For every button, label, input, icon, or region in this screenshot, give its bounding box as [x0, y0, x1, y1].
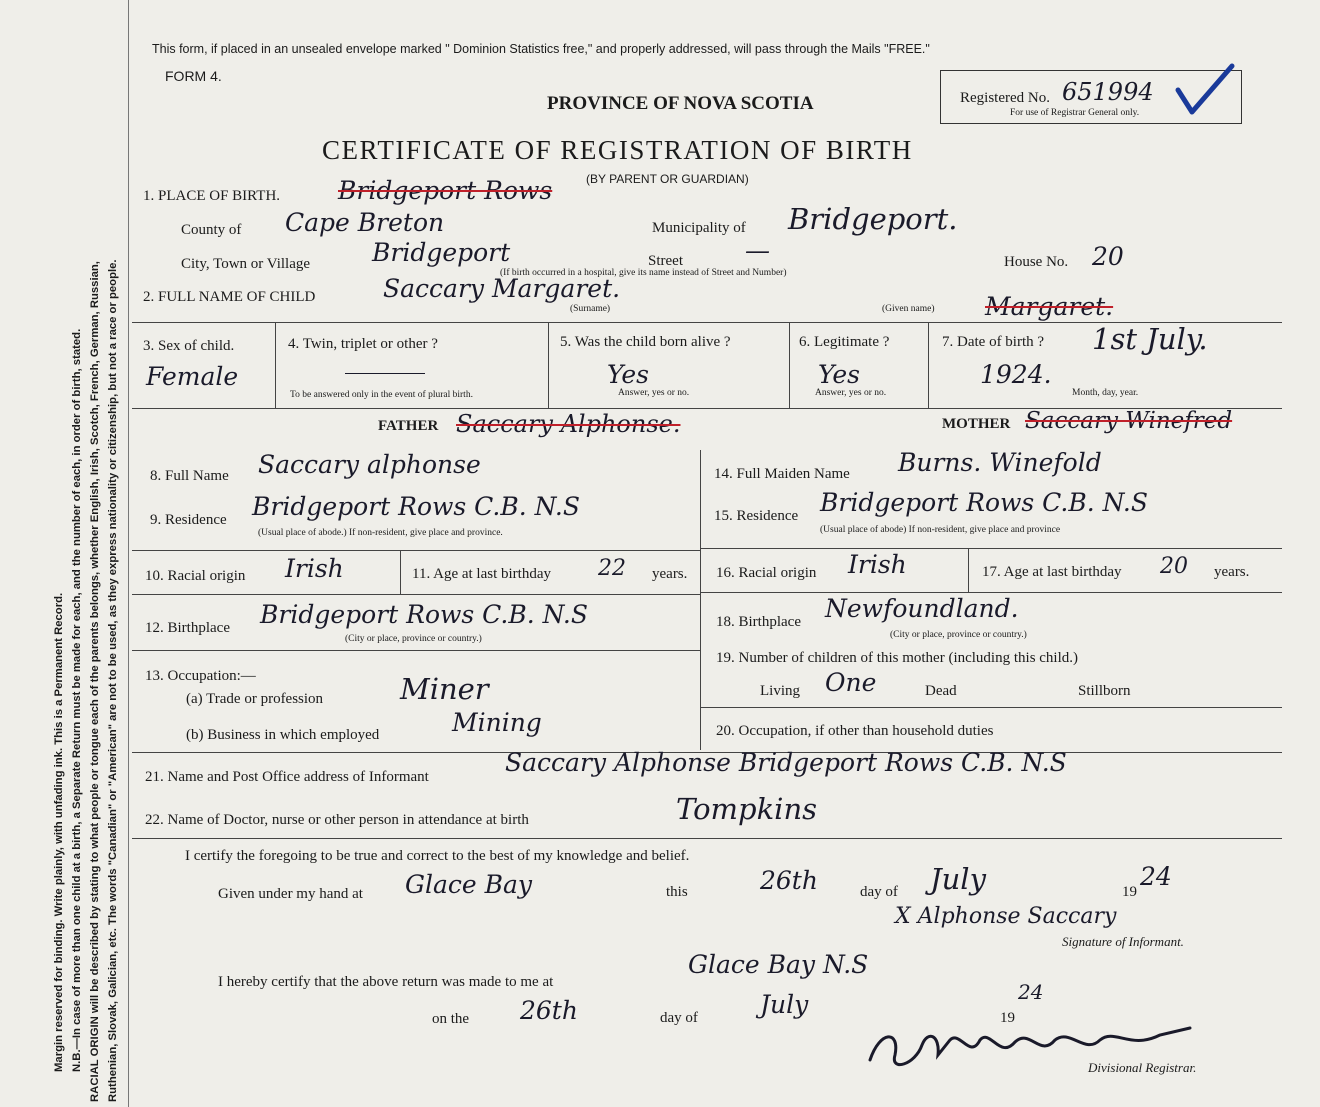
sex-label: 3. Sex of child. [143, 338, 235, 354]
dead-label: Dead [925, 683, 957, 699]
mother-birthplace: Newfoundland. [825, 594, 1019, 623]
father-name: Saccary alphonse [258, 450, 481, 479]
mother-race: Irish [848, 550, 907, 579]
racial-origin-note: RACIAL ORIGIN will be described by stating to what people or tongue each of the parents belongs, whether English, Irish, Scotch, French, German, Russian, [89, 261, 101, 1102]
vline [400, 550, 401, 594]
registered-number: 651994 [1062, 78, 1154, 106]
mother-age: 20 [1160, 554, 1188, 579]
certificate-subtitle: (BY PARENT OR GUARDIAN) [586, 172, 749, 186]
father-residence: Bridgeport Rows C.B. N.S [252, 492, 580, 521]
given-place: Glace Bay [405, 870, 533, 899]
alive-note: Answer, yes or no. [618, 388, 690, 398]
vline [789, 322, 790, 408]
province-heading: PROVINCE OF NOVA SCOTIA [547, 93, 814, 114]
child-given-name: Margaret. [985, 292, 1114, 321]
vline [968, 548, 969, 592]
mother-birthplace-label: 18. Birthplace [716, 614, 801, 630]
father-birthplace-note: (City or place, province or country.) [345, 634, 482, 644]
cert-dayof-label: day of [860, 884, 898, 900]
mother-residence-note: (Usual place of abode) If non-resident, give place and province [820, 525, 1061, 535]
legitimate-label: 6. Legitimate ? [799, 334, 890, 350]
mother-name-label: 14. Full Maiden Name [714, 466, 850, 482]
alive-value: Yes [607, 360, 649, 389]
street-label: Street [648, 253, 683, 269]
alive-label: 5. Was the child born alive ? [560, 334, 731, 350]
hospital-note: (If birth occurred in a hospital, give its name instead of Street and Number) [500, 268, 787, 278]
street-value: — [745, 236, 770, 265]
margin-rule [128, 0, 129, 1107]
registrar-day: 26th [520, 996, 578, 1025]
cert-year-prefix: 19 [1122, 884, 1137, 900]
father-heading: FATHER [378, 418, 439, 434]
father-age: 22 [598, 556, 626, 581]
rule [132, 838, 1282, 839]
rule [700, 592, 1282, 593]
given-label: Given under my hand at [218, 886, 363, 902]
doctor-label: 22. Name of Doctor, nurse or other person in attendance at birth [145, 812, 529, 828]
vline [700, 450, 701, 750]
father-race: Irish [285, 554, 344, 583]
trade-value: Miner [400, 672, 489, 706]
place-label: 1. PLACE OF BIRTH. [143, 188, 281, 204]
cert-day: 26th [760, 866, 818, 895]
mother-name: Burns. Winefold [898, 448, 1102, 477]
father-age-label: 11. Age at last birthday [412, 566, 551, 582]
house-label: House No. [1004, 254, 1069, 270]
registrar-note: For use of Registrar General only. [1010, 108, 1140, 118]
registrar-place: Glace Bay N.S [688, 950, 869, 979]
father-birthplace-label: 12. Birthplace [145, 620, 230, 636]
county-value: Cape Breton [285, 208, 445, 237]
city-value: Bridgeport [372, 238, 511, 267]
children-label: 19. Number of children of this mother (including this child.) [716, 650, 1079, 666]
registrar-title: Divisional Registrar. [1088, 1060, 1197, 1075]
registrar-year-prefix: 19 [1000, 1010, 1015, 1026]
rule [132, 550, 700, 551]
father-residence-label: 9. Residence [150, 512, 227, 528]
registrar-text: I hereby certify that the above return was made to me at [218, 974, 554, 990]
mother-heading-value: Saccary Winefred [1025, 408, 1233, 434]
place-value: Bridgeport Rows [338, 176, 553, 205]
cert-year: 24 [1140, 862, 1172, 891]
given-note: (Given name) [882, 304, 935, 314]
on-label: on the [432, 1011, 470, 1027]
informant-label: 21. Name and Post Office address of Informant [145, 769, 429, 785]
twin-dash [345, 373, 425, 374]
living-value: One [825, 668, 877, 697]
child-name-label: 2. FULL NAME OF CHILD [143, 289, 316, 305]
mother-race-label: 16. Racial origin [716, 565, 817, 581]
rule [132, 650, 700, 651]
dob-day: 1st July. [1092, 322, 1208, 356]
stillborn-label: Stillborn [1078, 683, 1131, 699]
dob-note: Month, day, year. [1072, 388, 1139, 398]
mother-occupation-label: 20. Occupation, if other than household duties [716, 723, 994, 739]
business-label: (b) Business in which employed [186, 727, 380, 743]
father-race-label: 10. Racial origin [145, 568, 246, 584]
business-value: Mining [452, 708, 542, 737]
registrar-month: July [760, 990, 809, 1019]
vline [548, 322, 549, 408]
binding-note: Margin reserved for binding. Write plainly, with unfading ink. This is a Permanent Record. [53, 592, 65, 1072]
county-label: County of [181, 222, 242, 238]
legitimate-note: Answer, yes or no. [815, 388, 887, 398]
mother-residence-label: 15. Residence [714, 508, 799, 524]
surname-note: (Surname) [570, 304, 611, 314]
father-heading-value: Saccary Alphonse. [456, 410, 681, 438]
twin-label: 4. Twin, triplet or other ? [288, 336, 438, 352]
doctor-value: Tompkins [676, 792, 818, 826]
child-surname: Saccary Margaret. [383, 274, 621, 303]
living-label: Living [760, 683, 800, 699]
municipality-value: Bridgeport. [788, 202, 958, 236]
mail-notice: This form, if placed in an unsealed envelope marked " Dominion Statistics free," and properly addressed, will pass through the Mails "FREE." [152, 42, 930, 56]
registrar-dayof-label: day of [660, 1010, 698, 1026]
racial-origin-note-2: Ruthenian, Slovak, Galician, etc. The words "Canadian" or "American" are not to be used, as they express nationality or citizenship, but not a race or people. [107, 259, 119, 1102]
father-name-label: 8. Full Name [150, 468, 229, 484]
plural-birth-note: N.B.—In case of more than one child at a birth, a Separate Return must be made for each, and the number of each, in order of birth, stated. [71, 328, 83, 1072]
informant-signature: X Alphonse Saccary [895, 904, 1117, 929]
twin-note: To be answered only in the event of plural birth. [290, 390, 473, 400]
cert-month: July [930, 862, 986, 896]
mother-birthplace-note: (City or place, province or country.) [890, 630, 1027, 640]
rule [700, 707, 1282, 708]
checkmark-icon [1170, 62, 1240, 122]
mother-years: years. [1214, 564, 1250, 580]
rule [132, 594, 700, 595]
informant-value: Saccary Alphonse Bridgeport Rows C.B. N.S [505, 748, 1067, 777]
mother-residence: Bridgeport Rows C.B. N.S [820, 488, 1148, 517]
house-value: 20 [1092, 242, 1124, 271]
city-label: City, Town or Village [181, 256, 311, 272]
signature-label: Signature of Informant. [1062, 934, 1184, 949]
occupation-label: 13. Occupation:— [145, 668, 256, 684]
vline [275, 322, 276, 408]
vline [928, 322, 929, 408]
mother-age-label: 17. Age at last birthday [982, 564, 1122, 580]
certify-text: I certify the foregoing to be true and correct to the best of my knowledge and belief. [185, 848, 690, 864]
trade-label: (a) Trade or profession [186, 691, 324, 707]
father-years: years. [652, 566, 688, 582]
sex-value: Female [146, 362, 239, 391]
this-label: this [666, 884, 688, 900]
rule [700, 548, 1282, 549]
registrar-year: 24 [1018, 980, 1044, 1004]
dob-year: 1924. [980, 360, 1052, 389]
father-residence-note: (Usual place of abode.) If non-resident, give place and province. [258, 528, 503, 538]
mother-heading: MOTHER [942, 416, 1011, 432]
legitimate-value: Yes [818, 360, 860, 389]
father-birthplace: Bridgeport Rows C.B. N.S [260, 600, 588, 629]
certificate-title: CERTIFICATE OF REGISTRATION OF BIRTH [322, 135, 913, 165]
dob-label: 7. Date of birth ? [942, 334, 1045, 350]
registered-label: Registered No. [960, 90, 1050, 106]
form-number: FORM 4. [165, 68, 222, 84]
municipality-label: Municipality of [652, 220, 746, 236]
